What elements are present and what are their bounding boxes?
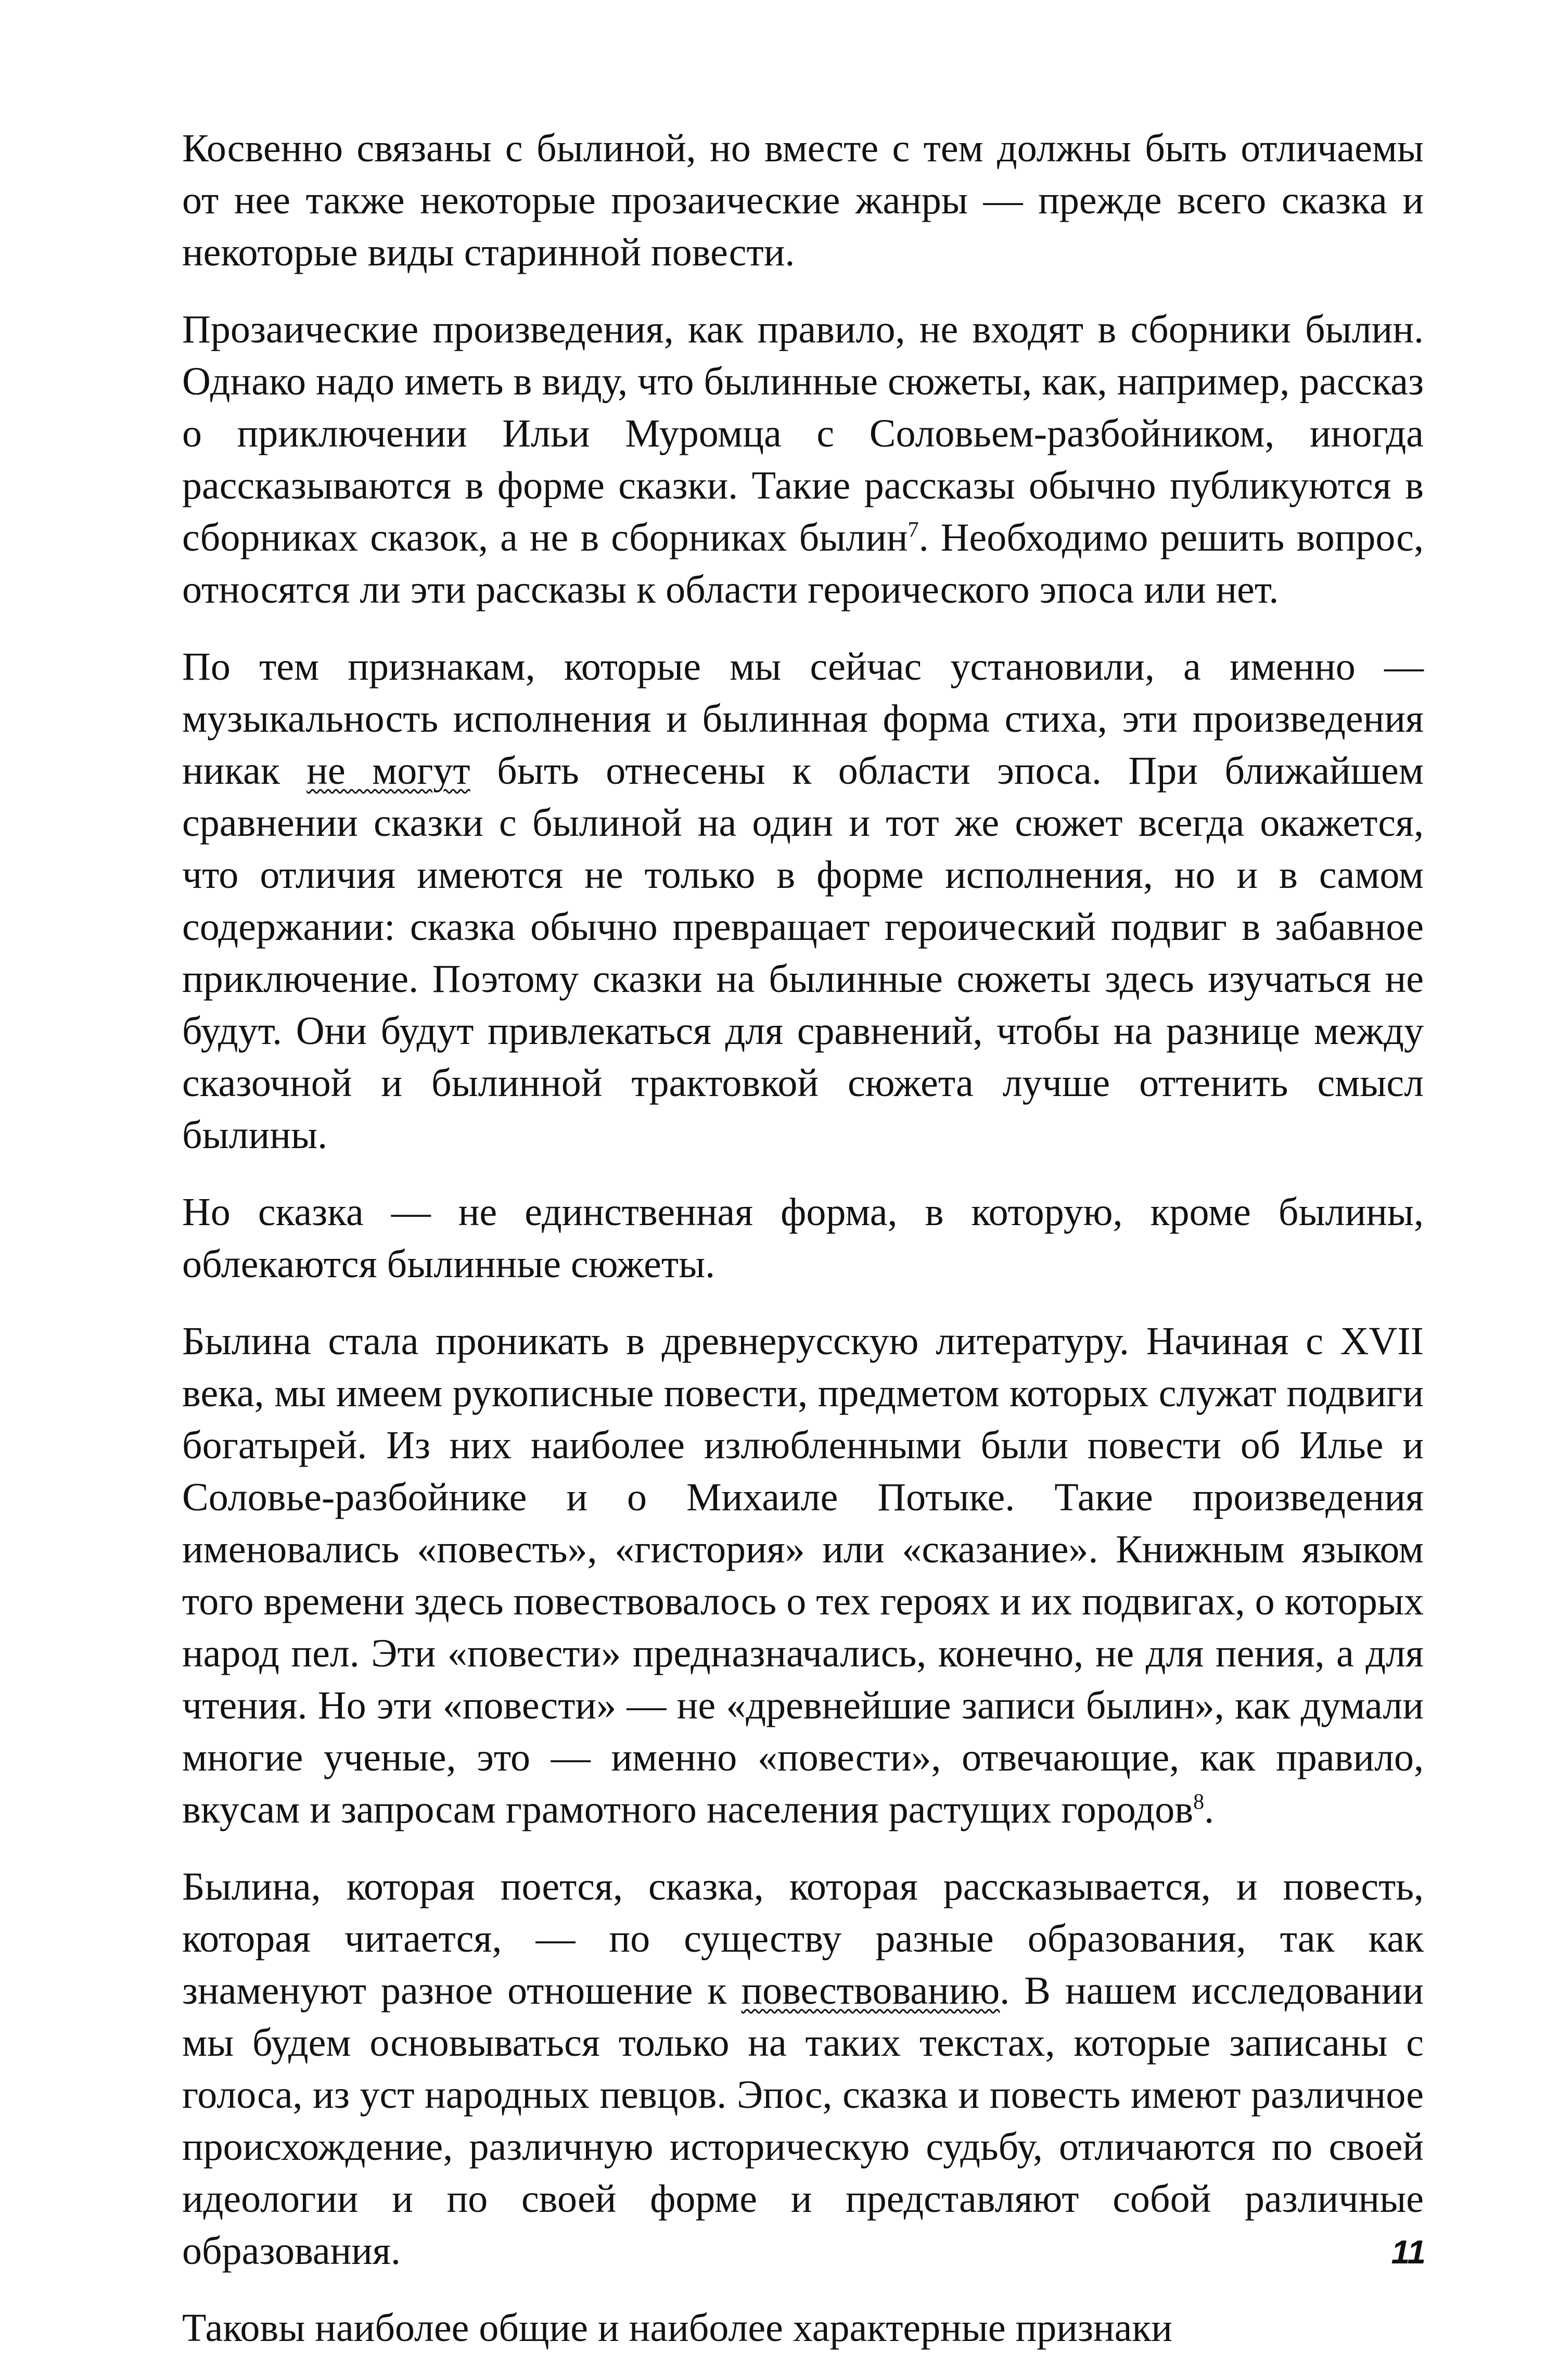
paragraph-6-text-b: . В нашем исследовании мы будем основываться только на таких текстах, которые записаны с голоса, из уст народных певцов. Эпос, сказка и повесть имеют различное происхождение, различную историческую судьбу, отличаются по своей идеологии и по своей форме и представляют собой различные образования. (182, 1969, 1424, 2273)
paragraph-5-text-a: Былина стала проникать в древнерусскую литературу. Начиная с XVII века, мы имеем рукописные повести, предметом которых служат подвиги богатырей. Из них наиболее излюбленными были повести об Илье и Соловье-разбойнике и о Михаиле Потыке. Такие произведения именовались «повесть», «гистория» или «сказание». Книжным языком того времени здесь повествовалось о тех героях и их подвигах, о которых народ пел. Эти «повести» предназначались, конечно, не для пения, а для чтения. Но эти «повести» — не «древнейшие записи былин», как думали многие ученые, это — именно «повести», отвечающие, как правило, вкусам и запросам грамотного населения растущих городов (182, 1319, 1424, 1831)
paragraph-6 (182, 1861, 1424, 2277)
paragraph-1 (182, 122, 1424, 278)
paragraph-7 (182, 2302, 1424, 2354)
paragraph-3 (182, 641, 1424, 1161)
page-body (182, 122, 1424, 2379)
paragraph-7-text: Таковы наиболее общие и наиболее характерные признаки (182, 2306, 1172, 2350)
handwritten-underline-mark: не могут (306, 749, 470, 793)
paragraph-5-text-b: . (1204, 1788, 1215, 1831)
paragraph-5 (182, 1315, 1424, 1836)
handwritten-underline-mark-2: повествованию (741, 1969, 1000, 2013)
footnote-ref-8[interactable]: 8 (1193, 1790, 1205, 1814)
paragraph-4 (182, 1186, 1424, 1290)
paragraph-2-text-b: . Необходимо решить вопрос, относятся ли эти рассказы к области героического эпоса или нет. (182, 516, 1424, 612)
paragraph-2-text-a: Прозаические произведения, как правило, не входят в сборники былин. Однако надо иметь в виду, что былинные сюжеты, как, например, рассказ о приключении Ильи Муромца с Соловьем-разбойником, иногда рассказываются в форме сказки. Такие рассказы обычно публикуются в сборниках сказок, а не в сборниках былин (182, 308, 1424, 559)
paragraph-4-text: Но сказка — не единственная форма, в которую, кроме былины, облекаются былинные сюжеты. (182, 1190, 1424, 1286)
paragraph-6-text-a: Былина, которая поется, сказка, которая рассказывается, и повесть, которая читается, — по существу разные образования, так как знаменуют разное отношение к (182, 1865, 1424, 2013)
paragraph-3-text-b: быть отнесены к области эпоса. При ближайшем сравнении сказки с былиной на один и тот же сюжет всегда окажется, что отличия имеются не только в форме исполнения, но и в самом содержании: сказка обычно превращает героический подвиг в забавное приключение. Поэтому сказки на былинные сюжеты здесь изучаться не будут. Они будут привлекаться для сравнений, чтобы на разнице между сказочной и былинной трактовкой сюжета лучше оттенить смысл былины. (182, 749, 1424, 1157)
paragraph-1-text: Косвенно связаны с былиной, но вместе с тем должны быть отличаемы от нее также некоторые прозаические жанры — прежде всего сказка и некоторые виды старинной повести. (182, 126, 1424, 274)
footnote-ref-7[interactable]: 7 (908, 518, 919, 542)
page-number: 11 (1391, 2233, 1426, 2271)
paragraph-3-text-a: По тем признакам, которые мы сейчас установили, а именно — музыкальность исполнения и былинная форма стиха, эти произведения никак (182, 645, 1424, 793)
paragraph-2 (182, 303, 1424, 616)
